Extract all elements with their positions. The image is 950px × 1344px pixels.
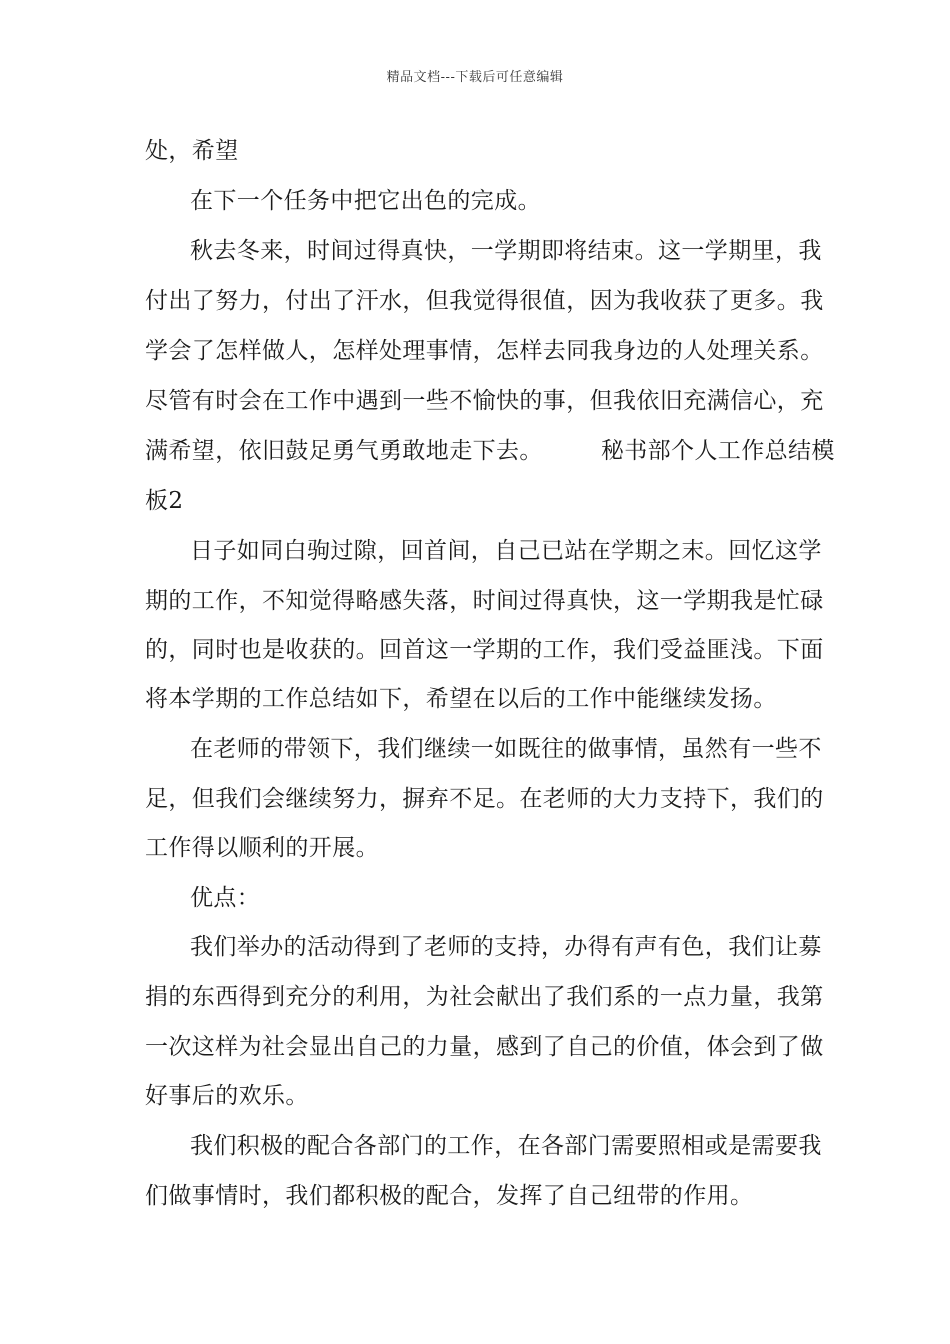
text-line: 在老师的带领下，我们继续一如既往的做事情，虽然有一些不	[190, 736, 822, 762]
text-line: 好事后的欢乐。	[145, 1083, 309, 1109]
page-header: 精品文档---下载后可任意编辑	[386, 70, 564, 85]
text-line: 付出了努力，付出了汗水，但我觉得很值，因为我收获了更多。我	[145, 288, 824, 314]
text-line: 期的工作，不知觉得略感失落，时间过得真快，这一学期我是忙碌	[145, 588, 824, 614]
text-line: 捐的东西得到充分的利用，为社会献出了我们系的一点力量，我第	[145, 984, 824, 1010]
text-line: 一次这样为社会显出自己的力量，感到了自己的价值，体会到了做	[145, 1034, 824, 1060]
subheading: 优点：	[190, 885, 261, 911]
text-line	[145, 436, 835, 466]
text-line: 尽管有时会在工作中遇到一些不愉快的事，但我依旧充满信心，充	[145, 388, 824, 414]
text-line: 们做事情时，我们都积极的配合，发挥了自己纽带的作用。	[145, 1183, 754, 1209]
text-line: 学会了怎样做人，怎样处理事情，怎样去同我身边的人处理关系。	[145, 338, 824, 364]
text-line: 我们举办的活动得到了老师的支持，办得有声有色，我们让募	[190, 934, 822, 960]
text-line: 在下一个任务中把它出色的完成。	[190, 188, 541, 214]
text-line: 我们积极的配合各部门的工作，在各部门需要照相或是需要我	[190, 1133, 822, 1159]
text-line: 日子如同白驹过隙，回首间，自己已站在学期之末。回忆这学	[190, 538, 822, 564]
text-line: 的，同时也是收获的。回首这一学期的工作，我们受益匪浅。下面	[145, 637, 824, 663]
text-line: 将本学期的工作总结如下，希望在以后的工作中能继续发扬。	[145, 686, 777, 712]
section-title: 秘书部个人工作总结模	[600, 438, 835, 464]
text-segment: 满希望，依旧鼓足勇气勇敢地走下去。	[145, 438, 543, 464]
text-line: 处，希望	[145, 138, 239, 164]
text-line: 工作得以顺利的开展。	[145, 835, 379, 861]
section-title-continuation: 板2	[145, 488, 184, 514]
text-line: 足，但我们会继续努力，摒弃不足。在老师的大力支持下，我们的	[145, 786, 824, 812]
text-line: 秋去冬来，时间过得真快，一学期即将结束。这一学期里，我	[190, 238, 822, 264]
